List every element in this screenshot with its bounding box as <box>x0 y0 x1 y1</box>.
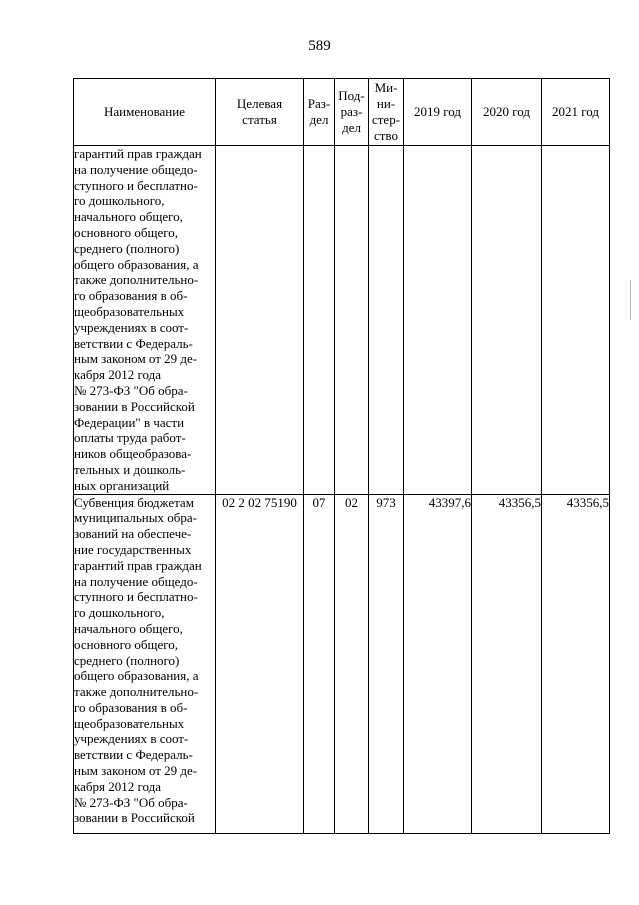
row-section <box>304 146 335 495</box>
row-2020 <box>472 146 542 495</box>
table-row <box>74 494 610 833</box>
row-subsection <box>335 146 369 495</box>
table-row <box>74 146 610 495</box>
row-name-cell: Субвенция бюджетам муниципальных обра- зований на обеспече- ние государственных гарантий прав граждан на получение общедо- ступного и бесплатно- го дошкольного, начального общего, основного общего, среднего (полного) общего образования, а также дополнительно- го образования в об- щеобразовательных учреждениях в соот- ветствии с Федераль- ным законом от 29 де- кабря 2012 года № 273-ФЗ "Об обра- зовании в Российской <box>74 494 216 833</box>
header-name: Наименование <box>74 79 216 146</box>
header-target-article: Целевая статья <box>216 79 304 146</box>
row-2019 <box>404 146 472 495</box>
scan-edge-mark <box>630 280 631 320</box>
header-section: Раз- дел <box>304 79 335 146</box>
table-header-row <box>74 79 610 146</box>
row-subsection: 02 <box>335 494 369 833</box>
budget-table <box>73 78 610 834</box>
page-number: 589 <box>308 38 331 54</box>
row-2021 <box>542 146 610 495</box>
row-2019: 43397,6 <box>404 494 472 833</box>
header-2020: 2020 год <box>472 79 542 146</box>
row-section: 07 <box>304 494 335 833</box>
header-2021: 2021 год <box>542 79 610 146</box>
row-2021: 43356,5 <box>542 494 610 833</box>
row-ministry: 973 <box>369 494 404 833</box>
row-target-article <box>216 146 304 495</box>
row-name-cell: гарантий прав граждан на получение общедо- ступного и бесплатно- го дошкольного, начального общего, основного общего, среднего (полного) общего образования, а также дополнительно- го образования в об- щеобразовательных учреждениях в соот- ветствии с Федераль- ным законом от 29 де- кабря 2012 года № 273-ФЗ "Об обра- зовании в Российской Федерации" в части оплаты труда работ- ников общеобразова- тельных и дошколь- ных организаций <box>74 146 216 495</box>
row-ministry <box>369 146 404 495</box>
header-2019: 2019 год <box>404 79 472 146</box>
row-target-article: 02 2 02 75190 <box>216 494 304 833</box>
header-ministry: Ми- ни- стер- ство <box>369 79 404 146</box>
header-subsection: Под- раз- дел <box>335 79 369 146</box>
row-2020: 43356,5 <box>472 494 542 833</box>
